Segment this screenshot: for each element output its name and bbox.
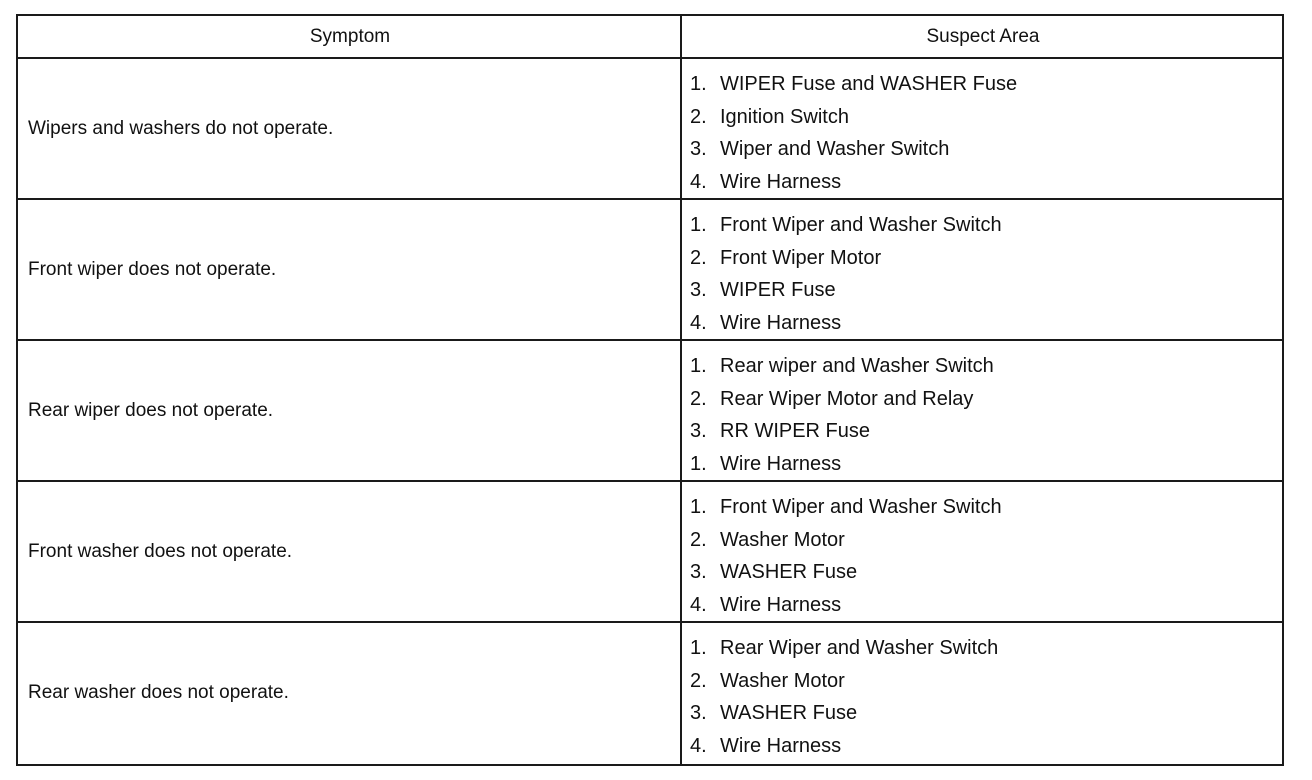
suspect-item-text: Front Wiper Motor <box>720 246 882 269</box>
symptom-cell: Front wiper does not operate. <box>28 258 277 280</box>
suspect-item-number: 2. <box>690 105 707 128</box>
suspect-item-number: 3. <box>690 561 707 583</box>
suspect-item-text: RR WIPER Fuse <box>720 420 871 442</box>
suspect-item <box>690 350 1270 383</box>
suspect-item <box>690 448 1270 481</box>
suspect-item <box>690 524 1270 557</box>
troubleshooting-table <box>16 14 1284 766</box>
suspect-item-text: Wire Harness <box>720 452 842 475</box>
suspect-area-cell <box>690 632 1270 762</box>
suspect-item <box>690 166 1270 199</box>
header-suspect-area: Suspect Area <box>926 26 1040 47</box>
suspect-item-number: 4. <box>690 170 707 193</box>
suspect-item-text: Wire Harness <box>720 734 842 757</box>
table-row <box>18 200 1282 341</box>
table-row <box>18 59 1282 200</box>
suspect-item-text: Rear Wiper and Washer Switch <box>720 637 999 659</box>
suspect-item-number: 1. <box>690 73 707 95</box>
suspect-item <box>690 589 1270 622</box>
suspect-item-number: 4. <box>690 593 707 616</box>
suspect-item-number: 3. <box>690 702 707 724</box>
suspect-item-number: 4. <box>690 311 707 334</box>
suspect-item-number: 2. <box>690 669 707 692</box>
suspect-item-number: 1. <box>690 452 707 475</box>
suspect-item-text: Wire Harness <box>720 311 842 334</box>
table-header-row <box>18 16 1282 59</box>
suspect-item-number: 1. <box>690 637 707 659</box>
suspect-item-number: 1. <box>690 355 707 377</box>
header-symptom: Symptom <box>309 26 391 47</box>
table-body <box>18 59 1282 764</box>
suspect-item-text: Wiper and Washer Switch <box>720 138 950 160</box>
suspect-item <box>690 101 1270 134</box>
suspect-item <box>690 697 1270 730</box>
symptom-cell: Rear washer does not operate. <box>28 681 289 703</box>
suspect-item-number: 4. <box>690 734 707 757</box>
suspect-item-number: 1. <box>690 496 707 518</box>
suspect-item-number: 2. <box>690 246 707 269</box>
suspect-item-text: Rear Wiper Motor and Relay <box>720 387 974 410</box>
suspect-item <box>690 730 1270 763</box>
suspect-item <box>690 556 1270 589</box>
suspect-item-text: WASHER Fuse <box>720 561 858 583</box>
suspect-item-text: Washer Motor <box>720 528 845 551</box>
symptom-cell: Rear wiper does not operate. <box>28 399 274 421</box>
suspect-item-text: Wire Harness <box>720 170 842 193</box>
suspect-item <box>690 133 1270 166</box>
suspect-area-cell <box>690 209 1270 339</box>
table-row <box>18 341 1282 482</box>
suspect-item <box>690 209 1270 242</box>
table-row <box>18 482 1282 623</box>
suspect-item <box>690 415 1270 448</box>
suspect-item-number: 2. <box>690 387 707 410</box>
suspect-item-number: 3. <box>690 279 707 301</box>
suspect-item-text: Rear wiper and Washer Switch <box>720 355 994 377</box>
symptom-cell: Wipers and washers do not operate. <box>28 117 334 139</box>
suspect-item-number: 3. <box>690 420 707 442</box>
suspect-item-text: WIPER Fuse <box>720 279 836 301</box>
table-row <box>18 623 1282 764</box>
suspect-area-cell <box>690 491 1270 621</box>
suspect-item-text: Front Wiper and Washer Switch <box>720 496 1002 518</box>
suspect-item-text: Wire Harness <box>720 593 842 616</box>
symptom-cell: Front washer does not operate. <box>28 540 293 562</box>
suspect-item <box>690 491 1270 524</box>
suspect-item-number: 2. <box>690 528 707 551</box>
suspect-item <box>690 274 1270 307</box>
suspect-item <box>690 242 1270 275</box>
suspect-item <box>690 307 1270 340</box>
suspect-item-text: Washer Motor <box>720 669 845 692</box>
suspect-area-cell <box>690 350 1270 480</box>
suspect-item <box>690 383 1270 416</box>
suspect-item-text: WIPER Fuse and WASHER Fuse <box>720 73 1018 95</box>
suspect-item-text: Front Wiper and Washer Switch <box>720 214 1002 236</box>
suspect-item-number: 1. <box>690 214 707 236</box>
suspect-item-text: WASHER Fuse <box>720 702 858 724</box>
suspect-item-text: Ignition Switch <box>720 105 849 128</box>
suspect-area-cell <box>690 68 1270 198</box>
suspect-item <box>690 68 1270 101</box>
suspect-item <box>690 632 1270 665</box>
suspect-item-number: 3. <box>690 138 707 160</box>
suspect-item <box>690 665 1270 698</box>
